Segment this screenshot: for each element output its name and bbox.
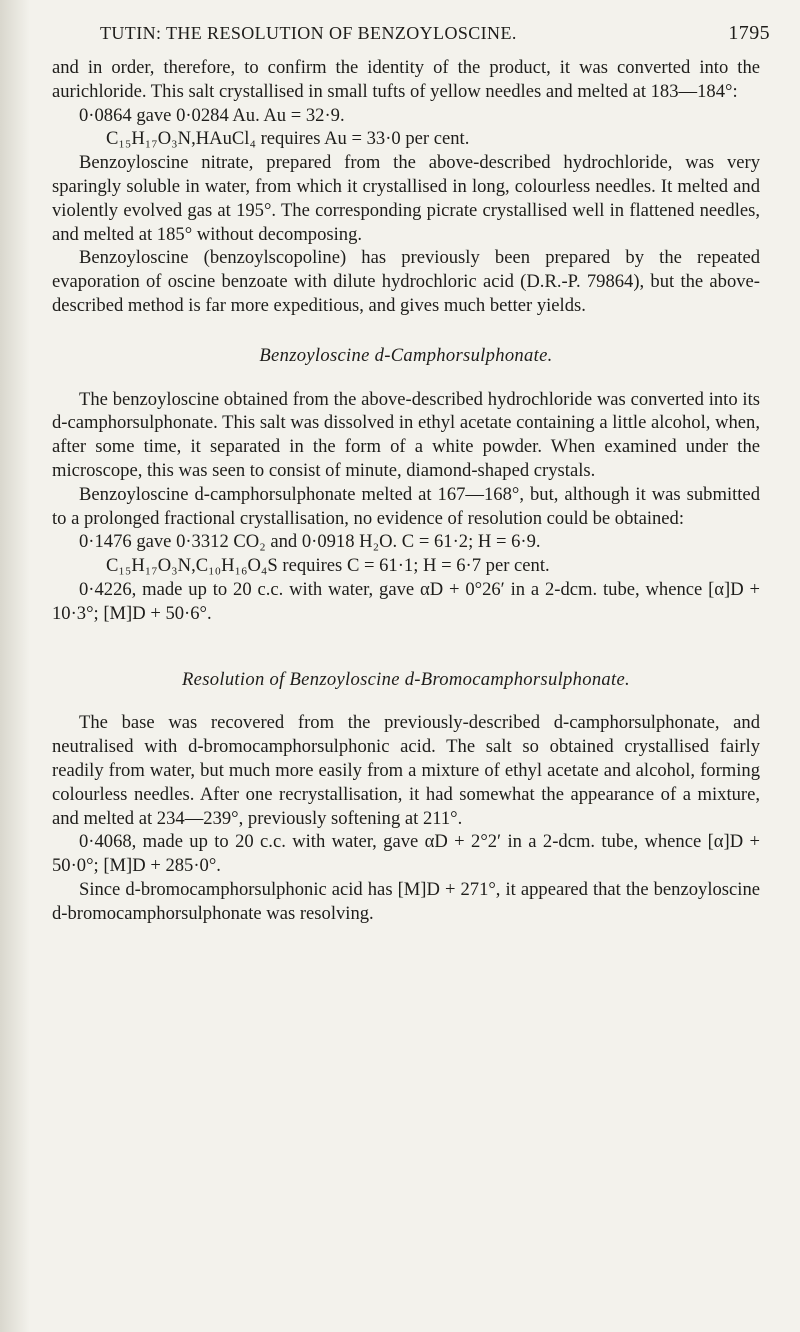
formula-line: C₁₅H₁₇O₃N,HAuCl₄ requires Au = 33·0 per cent. xyxy=(106,128,470,150)
rotation-line: 0·4226, made up to 20 c.c. with water, gave αD + 0°26′ in a 2-dcm. tube, whence [α]D + 10·3°; [M]D + 50·6°. xyxy=(52,578,760,624)
page-edge-shadow xyxy=(0,0,30,1332)
analysis-line: 0·1476 gave 0·3312 CO₂ and 0·0918 H₂O. C = 61·2; H = 6·9. xyxy=(79,531,541,553)
running-header xyxy=(100,22,770,45)
article-body xyxy=(52,56,760,926)
section-heading: Benzoyloscine d-Camphorsulphonate. xyxy=(259,344,553,366)
paragraph: Benzoyloscine d-camphorsulphonate melted at 167—168°, but, although it was submitted to a prolonged fractional crystallisation, no evidence of resolution could be obtained: xyxy=(52,483,760,529)
paragraph: Since d-bromocamphorsulphonic acid has [M]D + 271°, it appeared that the benzoyloscine d-bromocamphorsulphonate was resolving. xyxy=(52,878,760,924)
section-heading: Resolution of Benzoyloscine d-Bromocamphorsulphonate. xyxy=(182,668,630,690)
paragraph: and in order, therefore, to confirm the identity of the product, it was converted into the aurichloride. This salt crystallised in small tufts of yellow needles and melted at 183—184°: xyxy=(52,57,760,102)
paragraph: Benzoyloscine (benzoylscopoline) has previously been prepared by the repeated evaporation of oscine benzoate with dilute hydrochloric acid (D.R.-P. 79864), but the above-described method is far more expeditious, and gives much better yields. xyxy=(52,247,760,316)
paragraph: The base was recovered from the previously-described d-camphorsulphonate, and neutralised with d-bromocamphorsulphonic acid. The salt so obtained crystallised fairly readily from water, but much more easily from a mixture of ethyl acetate and alcohol, forming colourless needles. After one recrystallisation, it had somewhat the appearance of a mixture, and melted at 234—239°, previously softening at 211°. xyxy=(52,712,760,829)
formula-line: C₁₅H₁₇O₃N,C₁₀H₁₆O₄S requires C = 61·1; H = 6·7 per cent. xyxy=(106,555,550,577)
rotation-line: 0·4068, made up to 20 c.c. with water, gave αD + 2°2′ in a 2-dcm. tube, whence [α]D + 50·0°; [M]D + 285·0°. xyxy=(52,831,760,877)
analysis-line: 0·0864 gave 0·0284 Au. Au = 32·9. xyxy=(79,104,345,126)
paragraph: Benzoyloscine nitrate, prepared from the above-described hydrochloride, was very sparingly soluble in water, from which it crystallised in long, colourless needles. It melted and violently evolved gas at 195°. The corresponding picrate crystallised well in flattened needles, and melted at 185° without decomposing. xyxy=(52,152,760,245)
running-title: TUTIN: THE RESOLUTION OF BENZOYLOSCINE. xyxy=(100,23,517,43)
paragraph: The benzoyloscine obtained from the above-described hydrochloride was converted into its d-camphorsulphonate. This salt was dissolved in ethyl acetate containing a little alcohol, when, after some time, it separated in the form of a white powder. When examined under the microscope, this was seen to consist of minute, diamond-shaped crystals. xyxy=(52,388,760,481)
page-number: 1795 xyxy=(728,22,770,44)
